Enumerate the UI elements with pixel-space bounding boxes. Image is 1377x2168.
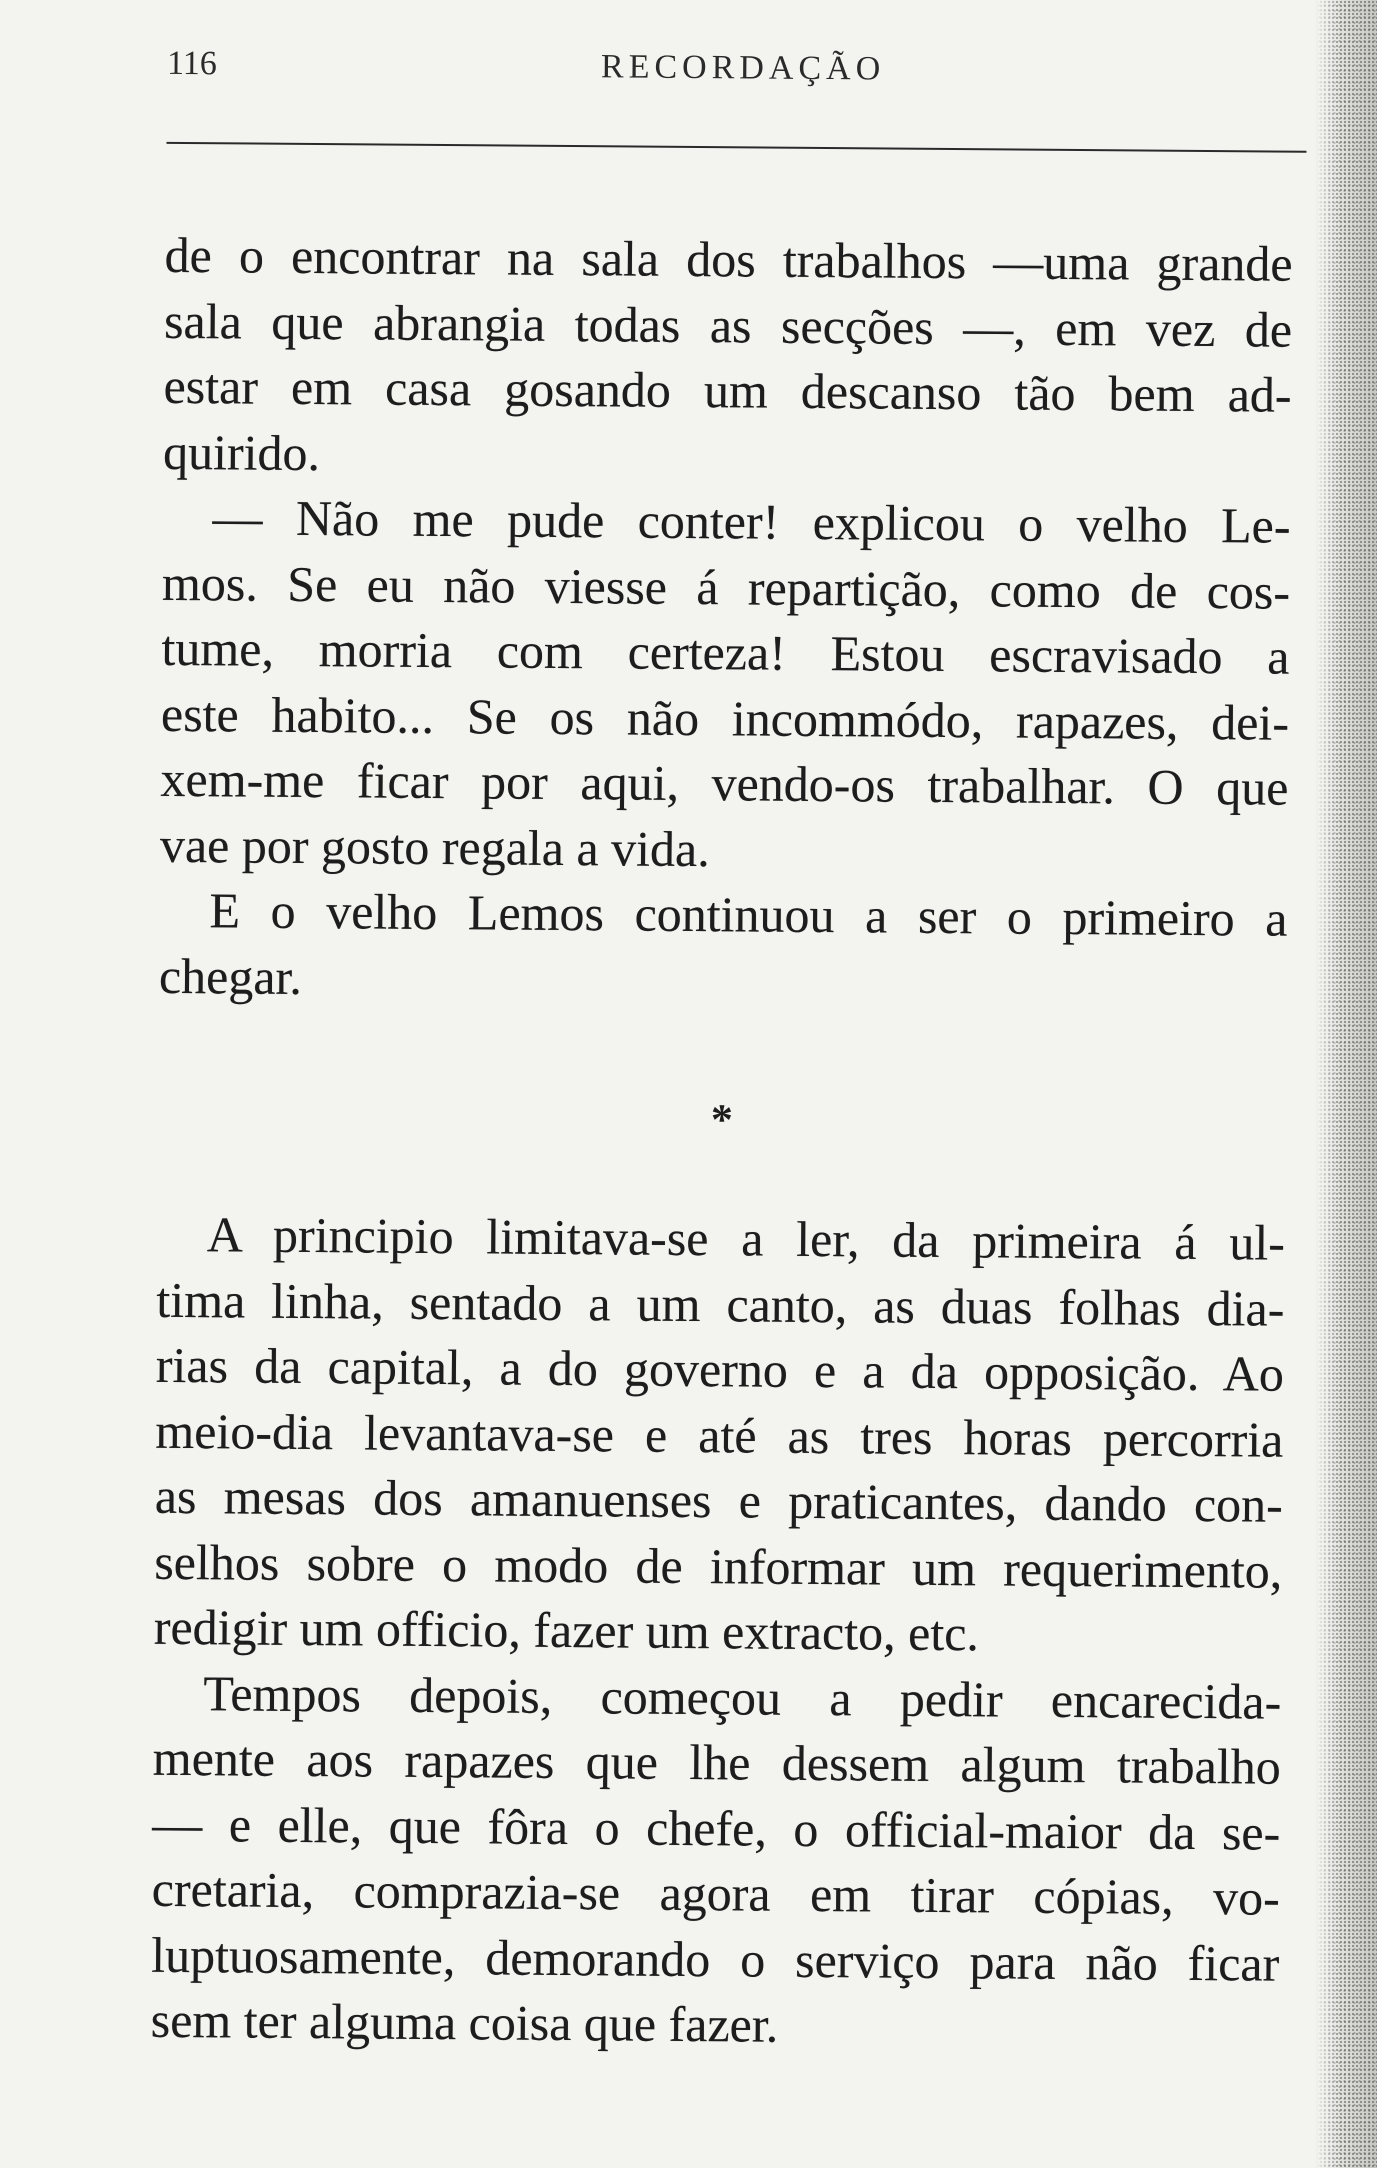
text-line: xem-me ficar por aqui, vendo-os trabalhar. O que [160,750,1289,816]
text-line: cretaria, comprazia-se agora em tirar cópias, vo- [151,1860,1280,1926]
running-head-title: RECORDAÇÃO [600,48,886,88]
text-line: as mesas dos amanuenses e praticantes, dando con- [154,1467,1284,1533]
text-line: vae por gosto regala a vida. [159,816,710,877]
paragraph [163,223,1293,494]
text-line: este habito... Se os não incommódo, rapazes, dei- [160,685,1290,751]
text-line: mos. Se eu não viesse á repartição, como de cos- [161,554,1291,620]
text-line: mente aos rapazes que lhe dessem algum trabalho [152,1729,1282,1795]
page-edge-shadow [1315,0,1377,2168]
text-line: A principio limitava-se a ler, da primeira á ul- [206,1206,1286,1271]
text-line: Tempos depois, começou a pedir encarecida- [203,1664,1282,1730]
text-line: quirido. [162,423,321,481]
text-line: selhos sobre o modo de informar um requerimento, [154,1533,1283,1599]
text-line: meio-dia levantava-se e até as tres horas percorria [155,1402,1284,1468]
paragraph [159,878,1288,1018]
text-line: sem ter alguma coisa que fazer. [150,1991,779,2053]
paragraph [160,485,1291,887]
header-rule [166,142,1306,153]
paragraph [150,1660,1281,2062]
text-line: tume, morria com certeza! Estou escravisado a [161,619,1290,685]
text-line: — Não me pude conter! explicou o velho Le- [212,489,1291,554]
text-line: luptuosamente, demorando o serviço para não ficar [151,1926,1280,1992]
running-header [167,44,1301,93]
text-line: rias da capital, a do governo e a da opposição. Ao [155,1336,1285,1402]
section-break-asterisk: * [710,1095,734,1145]
text-line: sala que abrangia todas as secções —, em vez de [163,292,1293,358]
text-line: tima linha, sentado a um canto, as duas folhas dia- [156,1271,1285,1337]
text-block-before-break [159,223,1293,1018]
text-line: chegar. [158,947,303,1005]
paragraph [154,1202,1286,1669]
text-line: — e elle, que fôra o chefe, o official-maior da se- [152,1795,1281,1861]
text-line: estar em casa gosando um descanso tão bem ad- [163,357,1292,423]
text-line: E o velho Lemos continuou a ser o primeiro a [209,882,1288,947]
text-block-after-break [150,1202,1285,2062]
page-number: 116 [166,44,218,83]
text-line: redigir um officio, fazer um extracto, etc. [153,1598,980,1662]
text-line: de o encontrar na sala dos trabalhos —uma grande [164,226,1293,292]
